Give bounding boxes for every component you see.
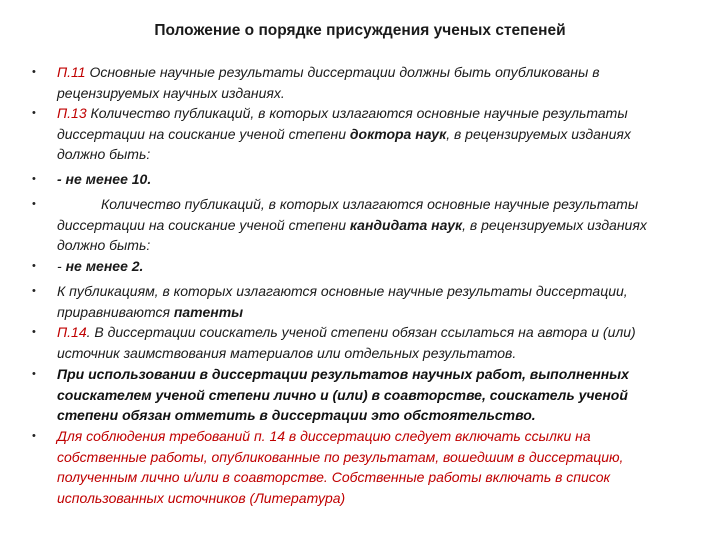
emphasis-candidate: кандидата наук — [349, 216, 463, 233]
bullet-icon: • — [32, 107, 36, 119]
item-body-tail: , в рецензируемых изданиях должно быть: — [57, 125, 631, 162]
bullet-icon: • — [32, 430, 36, 442]
dash: - — [57, 258, 66, 274]
item-body: Количество публикаций, в которых излагаются основные научные результаты диссертации на соискание ученой степени — [57, 196, 639, 233]
bullet-icon: • — [32, 173, 36, 185]
clause-ref: П.14 — [57, 324, 87, 340]
item-body: . В диссертации соискатель ученой степени обязан ссылаться на автора и (или) источник заимствования материалов или отдельных результатов. — [57, 324, 636, 361]
item-body: Количество публикаций, в которых излагаются основные научные результаты диссертации на соискание ученой степени — [57, 105, 628, 142]
bullet-icon: • — [32, 326, 36, 338]
bullet-icon: • — [32, 368, 36, 380]
item-text — [57, 103, 682, 165]
emphasis-doctor: доктора наук — [349, 125, 447, 142]
bullet-icon: • — [32, 198, 36, 210]
item-text — [57, 256, 682, 277]
clause-ref: П.11 — [57, 64, 86, 80]
item-text: - не менее 10. — [57, 171, 152, 187]
item-text: Для соблюдения требований п. 14 в диссертацию следует включать ссылки на собственные работы, опубликованные по результатам, вошедшим в диссертацию, полученным лично и/или в соавторстве. Собственные работы включать в список использованных источников (Литература) — [57, 428, 624, 506]
item-text — [57, 62, 682, 103]
item-text — [57, 322, 682, 363]
bullet-icon: • — [32, 66, 36, 78]
item-body: Основные научные результаты диссертации должны быть опубликованы в рецензируемых научных изданиях. — [57, 64, 600, 101]
item-text: При использовании в диссертации результатов научных работ, выполненных соискателем ученой степени лично и (или) в соавторстве, соискатель ученой степени обязан отметить в диссертации это обстоятельство. — [57, 366, 629, 423]
item-body: К публикациям, в которых излагаются основные научные результаты диссертации, приравниваются — [57, 283, 628, 320]
bullet-icon: • — [32, 260, 36, 272]
item-text — [57, 194, 682, 256]
emphasis-min: не менее 2. — [65, 258, 144, 274]
item-body-tail: , в рецензируемых изданиях должно быть: — [57, 216, 647, 253]
page-title: Положение о порядке присуждения ученых степеней — [154, 22, 566, 39]
item-text — [57, 281, 682, 322]
clause-ref: П.13 — [57, 105, 87, 121]
bullet-icon: • — [32, 285, 36, 297]
emphasis-patents: патенты — [173, 303, 244, 320]
